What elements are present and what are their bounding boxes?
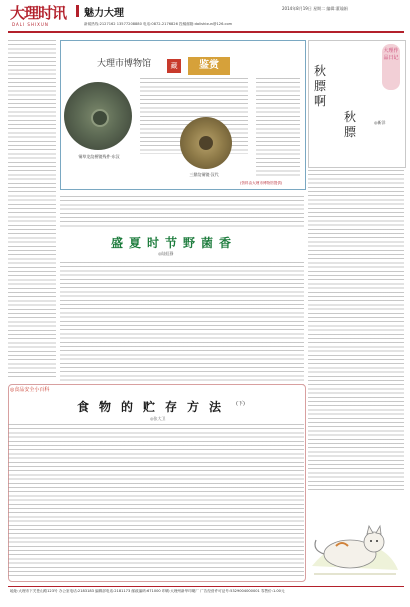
- food-section-tag: ◎食品安全小百科: [10, 387, 50, 393]
- poem-title-line1: 秋膘啊: [314, 64, 327, 108]
- mirror-knob: [199, 136, 213, 150]
- cat-illustration: [306, 496, 404, 582]
- food-article-text: [8, 424, 304, 576]
- article-body-text: [60, 262, 304, 386]
- column-title: 魅力大理: [84, 8, 124, 19]
- mirror-knob: [91, 109, 109, 127]
- footer-rule: [8, 586, 404, 587]
- poem-title-line2: 秋膘: [344, 110, 357, 139]
- diary-column-label: 大理作品日记: [382, 44, 400, 90]
- newspaper-logo-sub: DALI SHIXUN: [12, 22, 49, 27]
- header-rule: [8, 31, 404, 33]
- museum-credit: (资料由大理市博物馆提供): [240, 181, 283, 185]
- caption-left: 铜草龙纹柄镜残件·东汉: [78, 154, 120, 159]
- museum-side-text: [256, 78, 300, 178]
- museum-title: 大理市博物馆: [96, 59, 151, 69]
- appreciate-badge: 鉴赏: [188, 57, 230, 75]
- newspaper-logo: 大理时讯: [10, 4, 67, 22]
- main-text-upper: [60, 196, 304, 228]
- contact-info: 新闻热线:2127162 13577208880 电话:0872-2176826 投稿邮箱:dalishixun@126.com: [84, 22, 233, 26]
- issue-date: 2014年8月19日 星期二 编辑:董瑜娟: [282, 6, 348, 11]
- food-article-title: 食物的贮存方法: [76, 400, 231, 414]
- article-title: 盛夏时节野菌香: [110, 236, 237, 250]
- footer-info: 地址:大理市下关苍山路123号 办公室电话:2183183 编辑部电话:2181173 邮政编码:671000 印刷:大理州新华印刷厂 广告经营许可证号:5329004000001 零售价:1.00元: [10, 589, 285, 593]
- caption-right: 三鼎纹铜镜·汉代: [189, 172, 219, 177]
- article-author: ◎陆虹静: [158, 251, 174, 256]
- food-article-author: ◎张大卫: [150, 416, 166, 421]
- poem-author: ◎新洋: [374, 120, 386, 125]
- food-article-part: (下): [236, 401, 245, 407]
- column-marker: [76, 5, 79, 17]
- right-column-text: [308, 170, 404, 492]
- museum-seal: 藏: [167, 59, 181, 73]
- left-column-text: [8, 40, 56, 380]
- page-header: [0, 0, 410, 34]
